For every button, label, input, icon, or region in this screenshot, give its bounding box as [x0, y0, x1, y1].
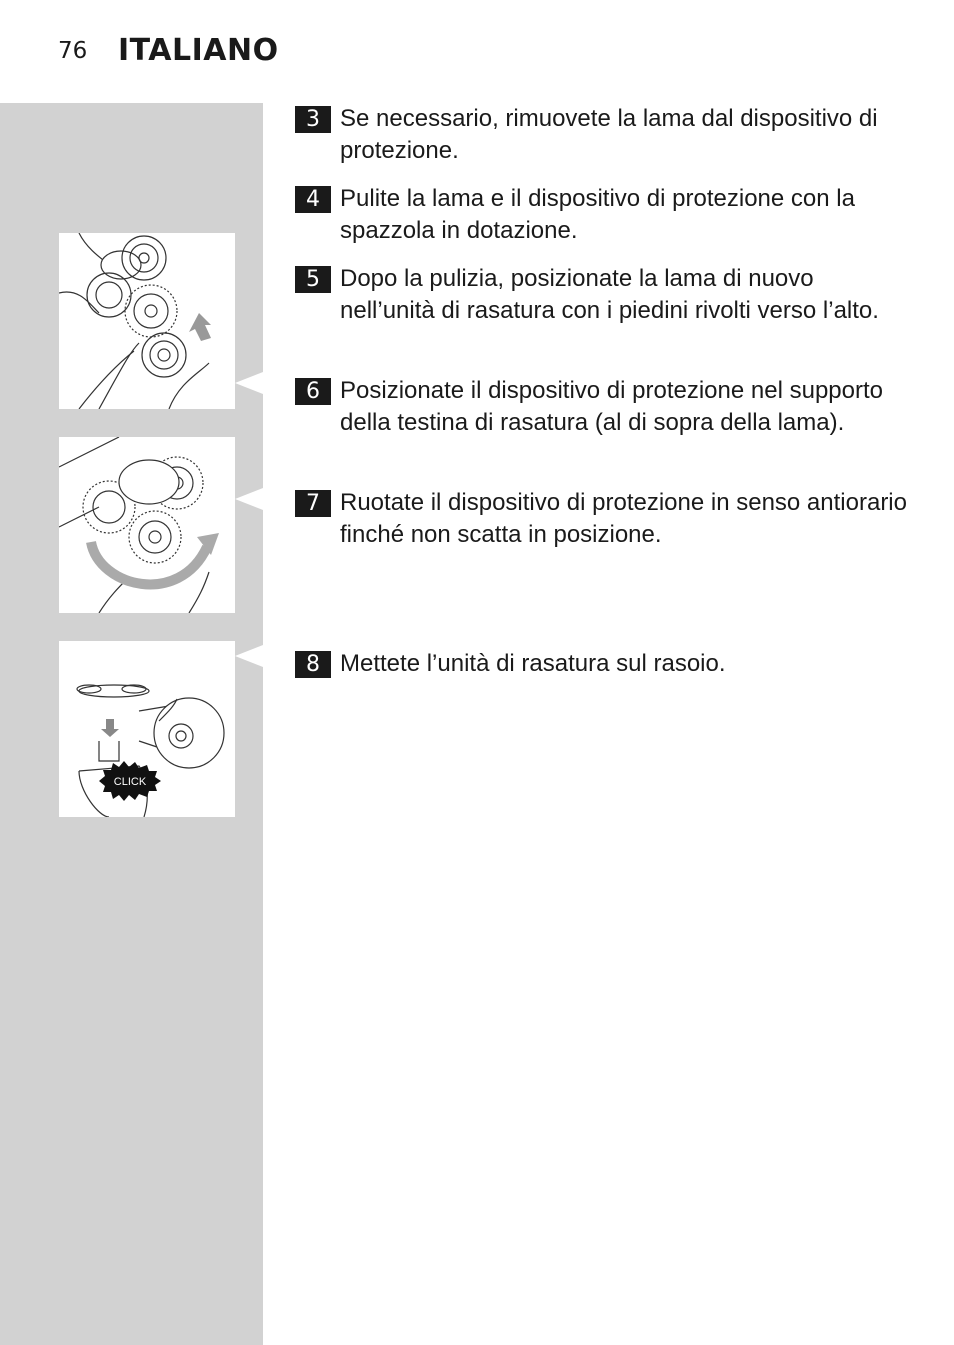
illustration-pointer	[235, 645, 263, 667]
step-text: Posizionate il dispositivo di protezione nel supporto della testina di rasatura (al di sopra della lama).	[340, 377, 883, 436]
illustration-attach-head	[59, 641, 235, 817]
remove-cutter-drawing	[59, 233, 235, 409]
down-arrow-icon	[101, 719, 119, 737]
illustration-remove-cutter	[59, 233, 235, 409]
step-3	[295, 103, 915, 167]
attach-head-drawing	[59, 641, 235, 817]
step-text: Ruotate il dispositivo di protezione in senso antiorario finché non scatta in posizione.	[340, 489, 907, 548]
step-number: 3	[295, 106, 331, 133]
step-4	[295, 183, 915, 247]
step-text: Dopo la pulizia, posizionate la lama di nuovo nell’unità di rasatura con i piedini rivolti verso l’alto.	[340, 265, 879, 324]
illustration-rotate-guard	[59, 437, 235, 613]
rotate-guard-drawing	[59, 437, 235, 613]
step-number: 5	[295, 266, 331, 293]
step-number: 6	[295, 378, 331, 405]
step-text: Se necessario, rimuovete la lama dal dispositivo di protezione.	[340, 105, 878, 164]
step-number: 7	[295, 490, 331, 517]
step-6	[295, 375, 915, 439]
up-arrow-icon	[189, 313, 211, 341]
step-number: 8	[295, 651, 331, 678]
step-text: Pulite la lama e il dispositivo di protezione con la spazzola in dotazione.	[340, 185, 855, 244]
step-8	[295, 648, 915, 680]
illustration-pointer	[235, 372, 263, 394]
rotate-arrow-icon	[91, 533, 219, 584]
click-badge-icon	[99, 761, 161, 801]
step-7	[295, 487, 915, 551]
section-title: ITALIANO	[118, 33, 279, 68]
page-number: 76	[58, 38, 88, 64]
step-number: 4	[295, 186, 331, 213]
step-text: Mettete l’unità di rasatura sul rasoio.	[340, 650, 726, 677]
illustration-pointer	[235, 488, 263, 510]
click-label: CLICK	[113, 776, 147, 788]
step-5	[295, 263, 915, 327]
